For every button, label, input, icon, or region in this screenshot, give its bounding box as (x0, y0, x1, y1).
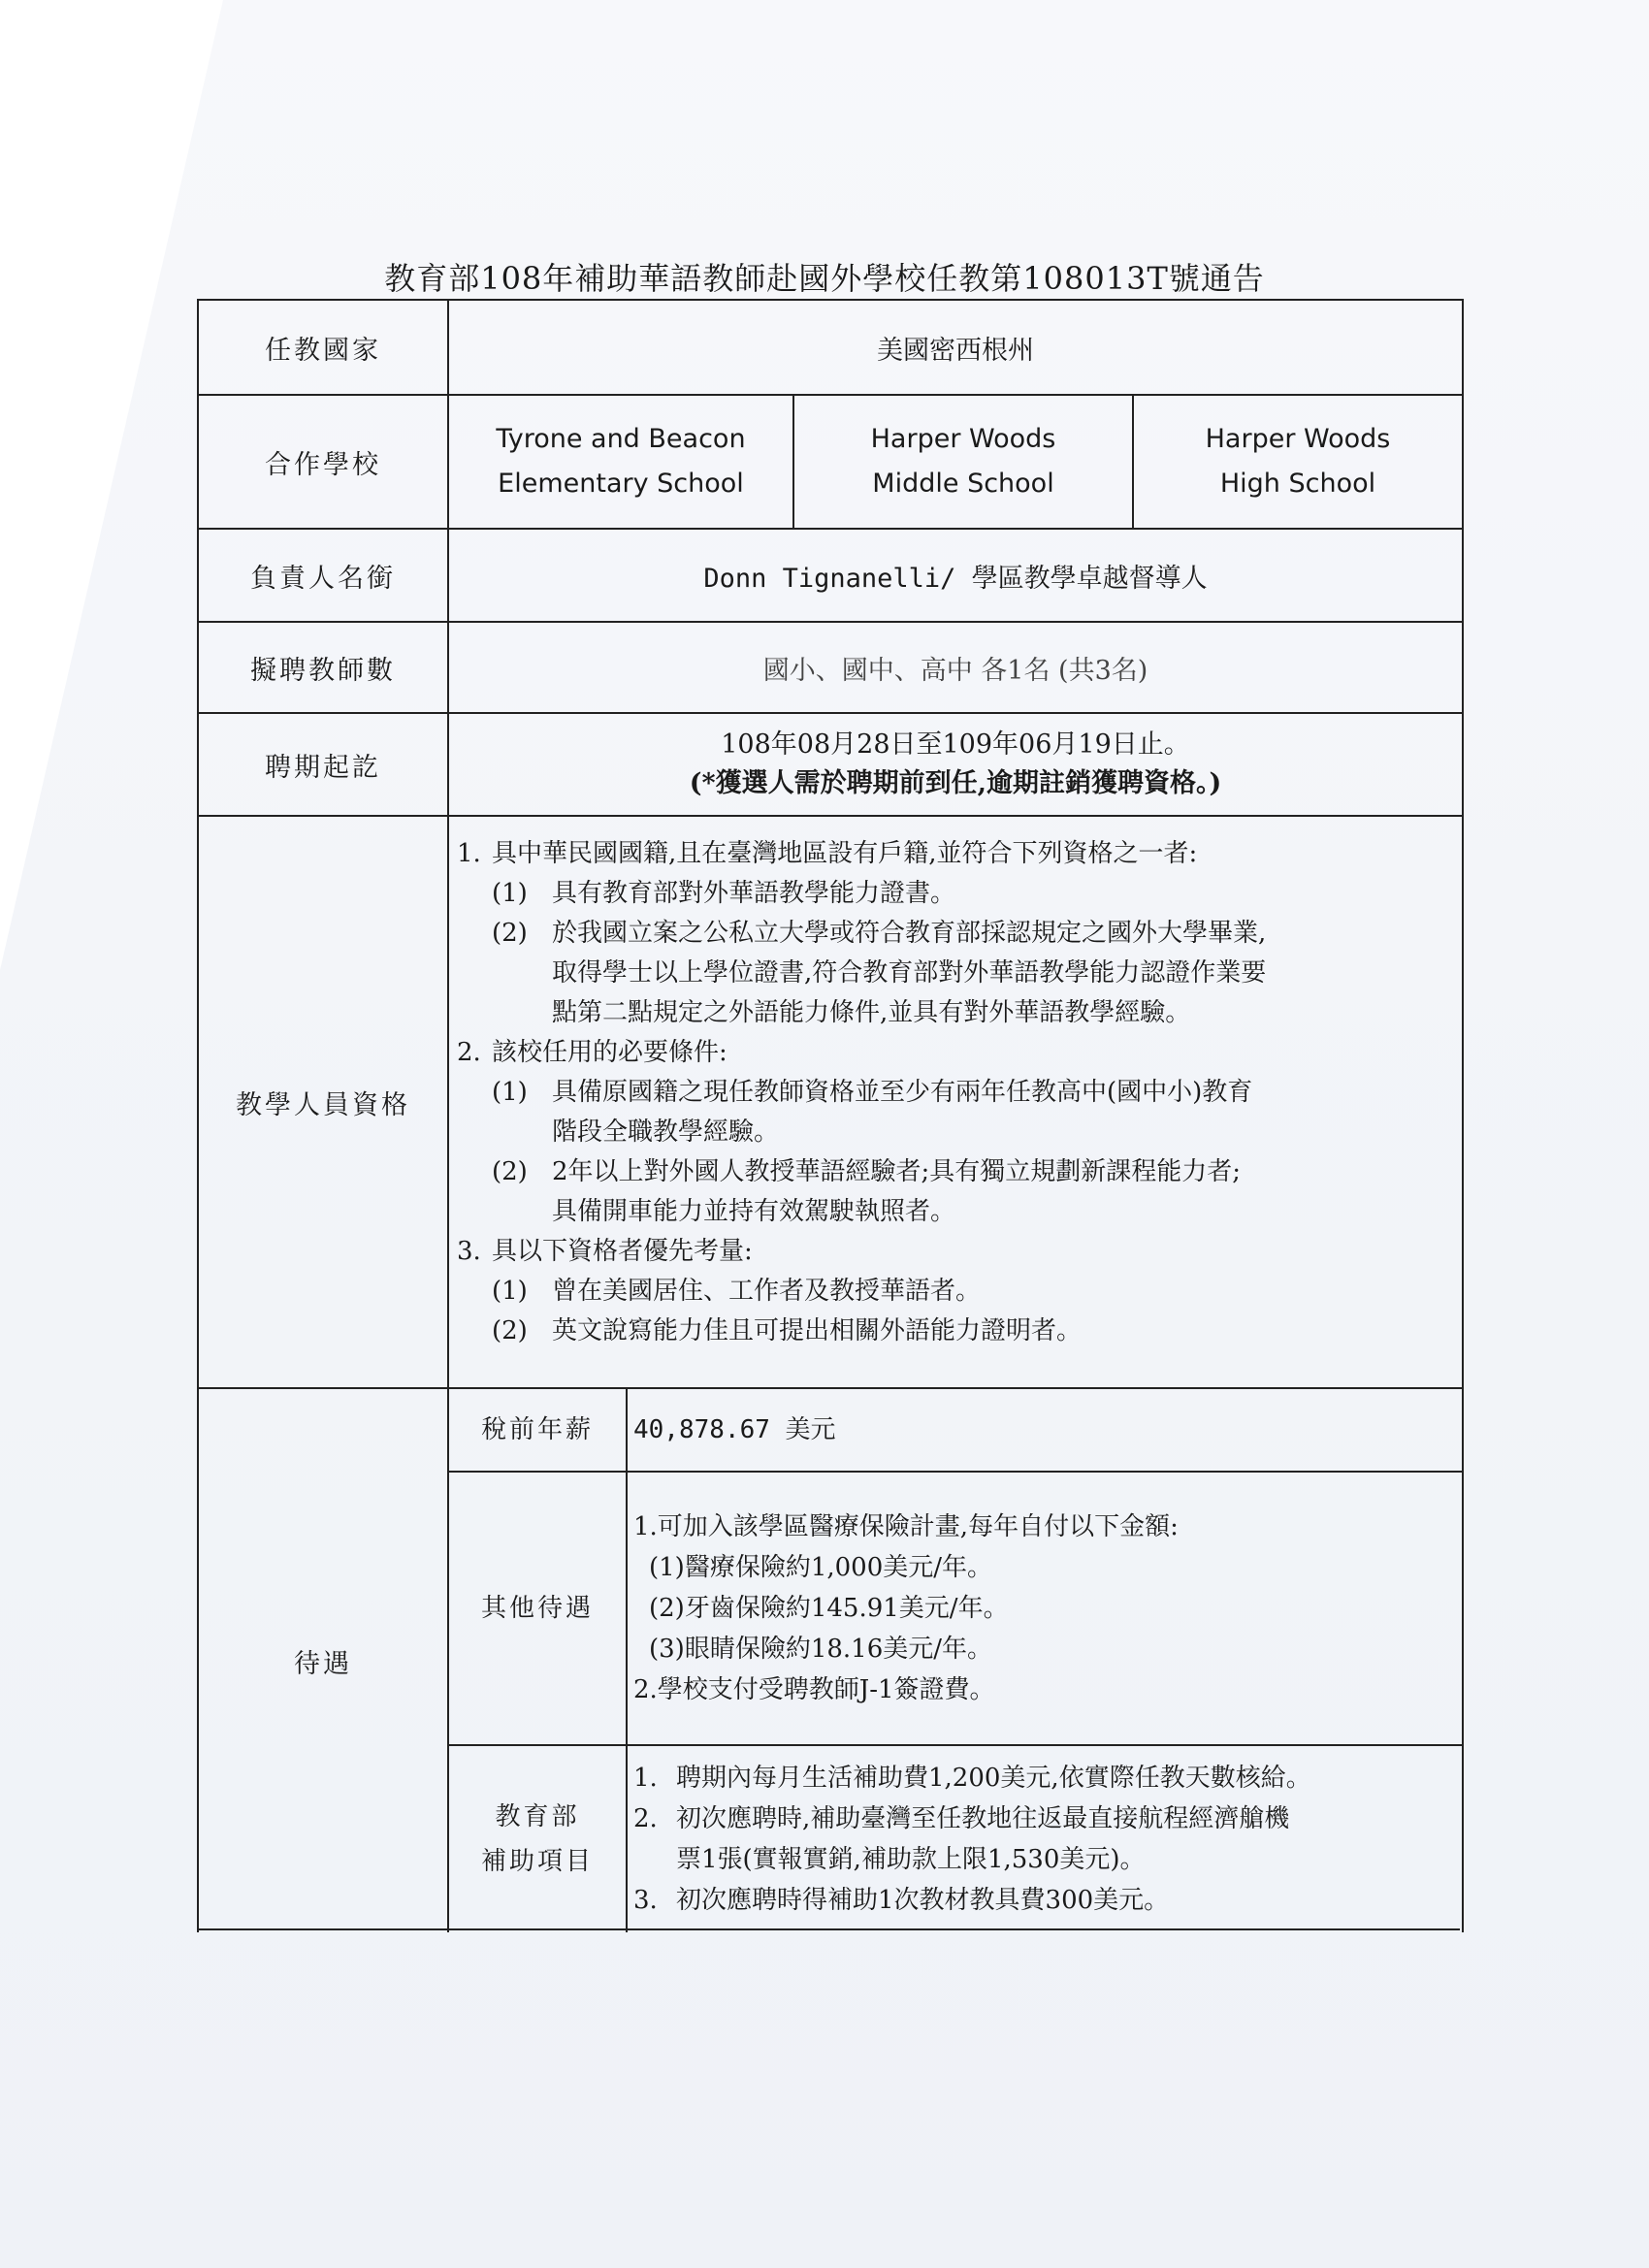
contact-value: Donn Tignanelli/ 學區教學卓越督導人 (703, 563, 1208, 594)
other-value: 1.可加入該學區醫療保險計畫,每年自付以下金額: (1)醫療保險約1,000美元/年。 (2)牙齒保險約145.91美元/年。 (3)眼睛保險約18.16美元/年。 2.學校支付受聘教師J-1簽證費。 (633, 1512, 1179, 1704)
notice-table (197, 299, 1464, 1932)
country-value: 美國密西根州 (877, 335, 1034, 366)
qual-sub-2-2: (2) 2年以上對外國人教授華語經驗者;具有獨立規劃新課程能力者; (492, 1157, 1242, 1186)
term-dates: 108年08月28日至109年06月19日止。 (721, 729, 1190, 760)
qualifications-label: 教學人員資格 (199, 817, 449, 1387)
row-qualifications (199, 817, 1462, 1389)
qual-sub-3-2: (2) 英文說寫能力佳且可提出相關外語能力證明者。 (492, 1316, 1083, 1345)
moe-label: 教育部 補助項目 (449, 1746, 628, 1932)
country-label: 任教國家 (199, 301, 449, 394)
qual-sub-1-2: (2) 於我國立案之公私立大學或符合教育部採認規定之國外大學畢業, (492, 919, 1267, 948)
school-high: Harper Woods High School (1132, 396, 1462, 528)
other-label: 其他待遇 (449, 1473, 628, 1744)
benefit-salary (449, 1389, 1462, 1473)
row-term (199, 714, 1462, 817)
benefits-table (449, 1389, 1462, 1932)
benefit-other (449, 1473, 1462, 1746)
benefits-label: 待遇 (199, 1389, 449, 1932)
qual-sub-3-1: (1) 曾在美國居住、工作者及教授華語者。 (492, 1277, 982, 1306)
term-value (449, 714, 1462, 815)
row-schools (199, 396, 1462, 530)
salary-value: 40,878.67 美元 (633, 1415, 836, 1444)
openings-label: 擬聘教師數 (199, 623, 449, 712)
qual-item-3: 3. 具以下資格者優先考量: (457, 1237, 753, 1266)
schools-label: 合作學校 (199, 396, 449, 528)
qual-item-2: 2. 該校任用的必要條件: (457, 1038, 728, 1067)
schools-list (449, 396, 1462, 528)
term-note: (*獲選人需於聘期前到任,逾期註銷獲聘資格。) (689, 768, 1222, 798)
contact-label: 負責人名銜 (199, 530, 449, 621)
row-benefits (199, 1389, 1462, 1932)
moe-value: 1. 聘期內每月生活補助費1,200美元,依實際任教天數核給。 2. 初次應聘時,補助臺灣至任教地往返最直接航程經濟艙機 票1張(實報實銷,補助款上限1,530美元)。 3. 初次應聘時得補助1次教材教具費300美元。 (633, 1764, 1311, 1915)
qualifications-list: 1. 具中華民國國籍,且在臺灣地區設有戶籍,並符合下列資格之一者: (1) 具有教育部對外華語教學能力證書。 (2) 於我國立案之公私立大學或符合教育部採認規定之國外大學畢業, 取得學士以上學位證書,符合教育部對外華語教學能力認證作業要 點第二點規定之外語能力條件,並具有對外華語教學經驗。 2. 該校任用的必要條件: (1) 具備原國籍之現任教師資格並至少有兩年任教高中(國中小)教育 階段全職教學經驗。 (2) 2年以上對外國人教授華語經驗者;具有獨立規劃新課程能力者; 具備開車能力並持有效駕駛執照者。 3. 具以下資格者優先考量: (1) 曾在美國居住、工作者及教授華語者。 (2) 英文說寫能力佳且可提出相關外語能力證明者。 (449, 817, 1462, 1387)
row-country (199, 301, 1462, 396)
openings-value: 國小、國中、高中 各1名 (共3名) (762, 655, 1148, 686)
document-title: 教育部108年補助華語教師赴國外學校任教第108013T號通告 (384, 260, 1265, 297)
term-label: 聘期起訖 (199, 714, 449, 815)
page-fold (0, 0, 223, 970)
benefit-moe (449, 1746, 1462, 1932)
row-openings (199, 623, 1462, 714)
salary-label: 稅前年薪 (449, 1389, 628, 1471)
school-elementary: Tyrone and Beacon Elementary School (496, 424, 746, 499)
row-contact (199, 530, 1462, 623)
table-bottom-border (197, 1928, 1460, 1930)
school-middle: Harper Woods Middle School (792, 396, 1132, 528)
qual-sub-2-1: (1) 具備原國籍之現任教師資格並至少有兩年任教高中(國中小)教育 (492, 1078, 1253, 1107)
qual-sub-1-1: (1) 具有教育部對外華語教學能力證書。 (492, 879, 956, 908)
qual-item-1: 1. 具中華民國國籍,且在臺灣地區設有戶籍,並符合下列資格之一者: (457, 839, 1198, 868)
